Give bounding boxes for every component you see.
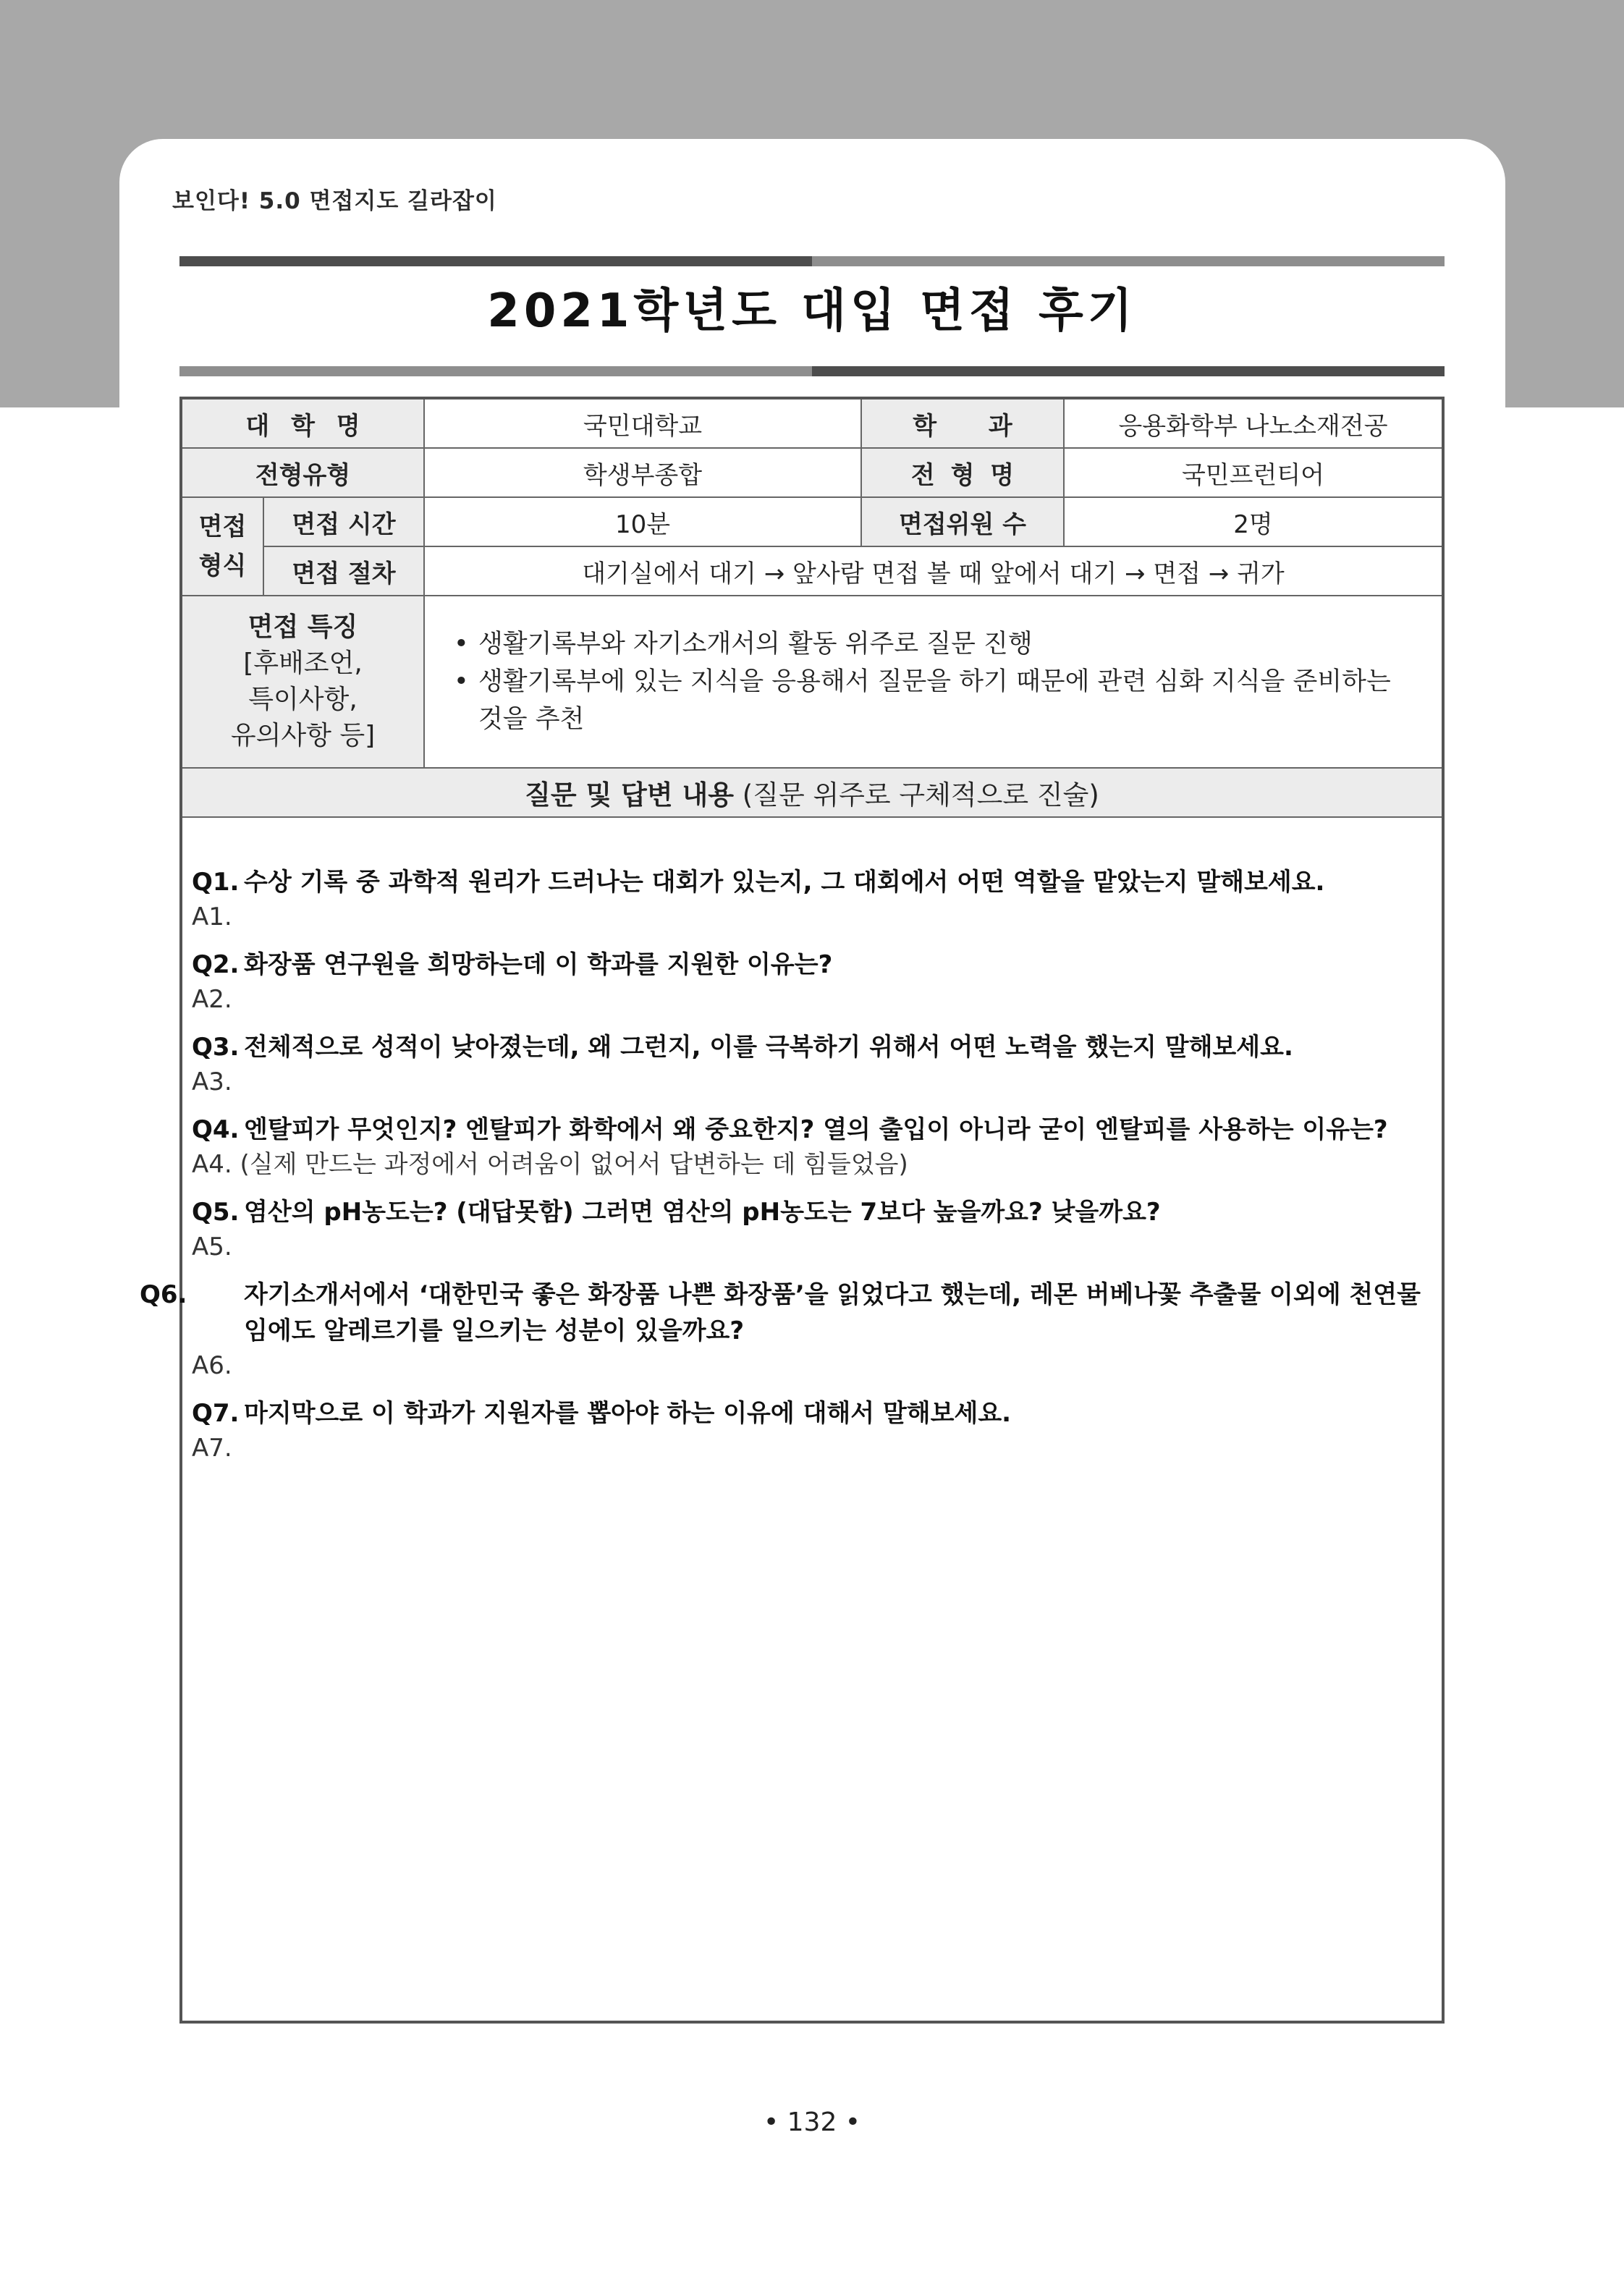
feature-list xyxy=(447,625,1420,738)
question-number: Q3. xyxy=(192,1033,240,1062)
row-admission-type xyxy=(182,448,1442,497)
process-value: 대기실에서 대기 → 앞사람 면접 볼 때 앞에서 대기 → 면접 → 귀가 xyxy=(424,546,1442,596)
univ-label: 대 학 명 xyxy=(182,399,424,448)
time-value: 10분 xyxy=(424,497,861,546)
question-number: Q1. xyxy=(192,868,240,897)
answer-text: A1. xyxy=(192,902,232,931)
row-interview-time xyxy=(182,497,1442,546)
format-label: 면접 형식 xyxy=(182,497,263,596)
question-number: Q5. xyxy=(192,1198,240,1227)
qa-item xyxy=(192,1194,1437,1264)
dept-value: 응용화학부 나노소재전공 xyxy=(1064,399,1442,448)
qa-item xyxy=(192,947,1437,1016)
panel-label: 면접위원 수 xyxy=(861,497,1064,546)
question-text: 마지막으로 이 학과가 지원자를 뽑아야 하는 이유에 대해서 말해보세요. xyxy=(244,1399,1012,1428)
feature-label-line3: 특이사항, xyxy=(248,685,358,714)
title-rule-top xyxy=(179,256,1445,266)
question-text: 화장품 연구원을 희망하는데 이 학과를 지원한 이유는? xyxy=(244,950,833,979)
track-value: 국민프런티어 xyxy=(1064,448,1442,497)
process-label: 면접 절차 xyxy=(263,546,424,596)
answer-text: A5. xyxy=(192,1232,232,1261)
feature-list-cell xyxy=(424,596,1442,768)
univ-value: 국민대학교 xyxy=(424,399,861,448)
question-number: Q4. xyxy=(192,1115,240,1144)
row-interview-process xyxy=(182,546,1442,596)
dept-label: 학 과 xyxy=(861,399,1064,448)
type-label: 전형유형 xyxy=(182,448,424,497)
feature-label-line4: 유의사항 등] xyxy=(230,721,376,750)
qa-heading-bold: 질문 및 답변 내용 xyxy=(525,779,734,811)
qa-item xyxy=(140,1277,1437,1382)
page-number: • 132 • xyxy=(763,2107,861,2137)
qa-heading-note: (질문 위주로 구체적으로 진술) xyxy=(734,779,1099,811)
feature-label-line2: [후배조언, xyxy=(243,648,363,678)
answer-text: A2. xyxy=(192,985,232,1014)
panel-value: 2명 xyxy=(1064,497,1442,546)
running-header: 보인다! 5.0 면접지도 길라잡이 xyxy=(172,188,497,214)
answer-text: A4. (실제 만드는 과정에서 어려움이 없어서 답변하는 데 힘들었음) xyxy=(192,1150,908,1179)
qa-heading xyxy=(182,768,1442,817)
right-edge-strip xyxy=(1505,394,1624,407)
question-text: 전체적으로 성적이 낮아졌는데, 왜 그런지, 이를 극복하기 위해서 어떤 노력을 했는지 말해보세요. xyxy=(244,1033,1293,1062)
question-number: Q6. xyxy=(140,1280,187,1309)
feature-item: • 생활기록부와 자기소개서의 활동 위주로 질문 진행 xyxy=(454,625,1420,663)
question-number: Q7. xyxy=(192,1399,240,1428)
info-table xyxy=(182,399,1442,818)
feature-item: • 생활기록부에 있는 지식을 응용해서 질문을 하기 때문에 관련 심화 지식을 준비하는 것을 추천 xyxy=(454,663,1420,738)
left-edge-strip xyxy=(0,394,119,407)
qa-item xyxy=(192,864,1437,934)
answer-text: A7. xyxy=(192,1434,232,1463)
feature-label-head: 면접 특징 xyxy=(248,612,358,642)
feature-label xyxy=(182,596,424,768)
track-label: 전 형 명 xyxy=(861,448,1064,497)
qa-item xyxy=(192,1395,1437,1465)
page-title: 2021학년도 대입 면접 후기 xyxy=(487,284,1137,338)
question-number: Q2. xyxy=(192,950,240,979)
answer-text: A6. xyxy=(192,1351,232,1380)
qa-item xyxy=(192,1029,1437,1099)
question-text: 자기소개서에서 ‘대한민국 좋은 화장품 나쁜 화장품’을 읽었다고 했는데, 레몬 버베나꽃 추출물 이외에 천연물임에도 알레르기를 일으키는 성분이 있을까요? xyxy=(244,1280,1421,1345)
type-value: 학생부종합 xyxy=(424,448,861,497)
row-features xyxy=(182,596,1442,768)
question-text: 염산의 pH농도는? (대답못함) 그러면 염산의 pH농도는 7보다 높을까요? 낮을까요? xyxy=(244,1198,1161,1227)
title-rule-bottom xyxy=(179,366,1445,376)
qa-item xyxy=(192,1112,1437,1181)
time-label: 면접 시간 xyxy=(263,497,424,546)
answer-text: A3. xyxy=(192,1067,232,1096)
row-university xyxy=(182,399,1442,448)
question-text: 수상 기록 중 과학적 원리가 드러나는 대회가 있는지, 그 대회에서 어떤 역할을 맡았는지 말해보세요. xyxy=(244,868,1325,897)
question-text: 엔탈피가 무엇인지? 엔탈피가 화학에서 왜 중요한지? 열의 출입이 아니라 굳이 엔탈피를 사용하는 이유는? xyxy=(244,1115,1388,1144)
row-qa-heading xyxy=(182,768,1442,817)
